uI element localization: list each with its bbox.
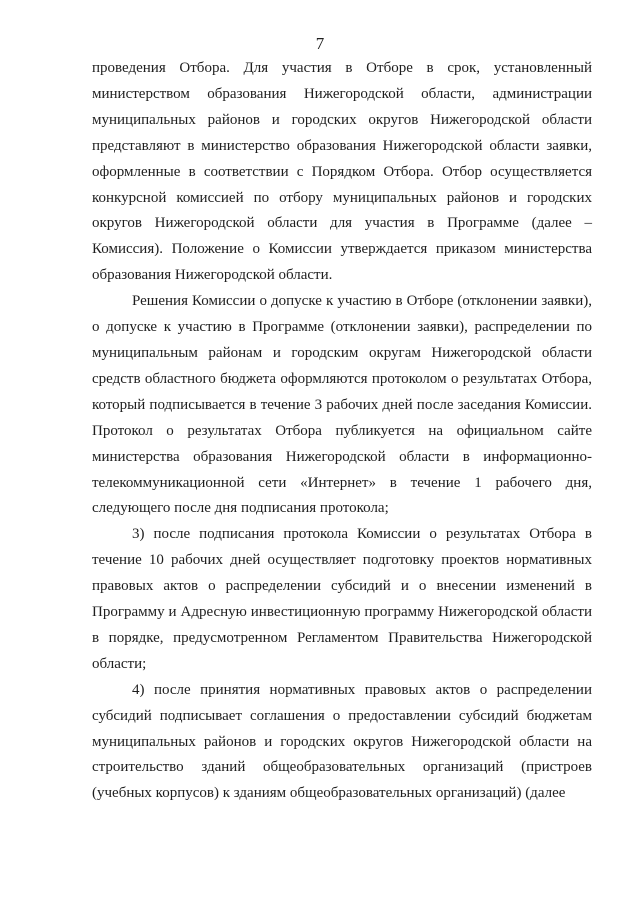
body-text (92, 56, 592, 807)
paragraph-item-4: 4) после принятия нормативных правовых актов о распределении субсидий подписывает соглашения о предоставлении субсидий бюджетам муниципальных районов и городских округов Нижегородской области на строительство зданий общеобразовательных организаций (пристроев (учебных корпусов) к зданиям общеобразовательных организаций) (далее (92, 681, 592, 802)
paragraph-continuation: проведения Отбора. Для участия в Отборе в срок, установленный министерством образования Нижегородской области, администрации муниципальных районов и городских округов Нижегородской области представляют в министерство образования Нижегородской области заявки, оформленные в соответствии с Порядком Отбора. Отбор осуществляется конкурсной комиссией по отбору муниципальных районов и городских округов Нижегородской области для участия в Программе (далее – Комиссия). Положение о Комиссии утверждается приказом министерства образования Нижегородской области. (92, 60, 592, 284)
page-number: 7 (315, 34, 325, 53)
paragraph-commission-decisions: Решения Комиссии о допуске к участию в Отборе (отклонении заявки), о допуске к участию в Программе (отклонении заявки), распределении по муниципальным районам и городским округам Нижегородской области средств областного бюджета оформляются протоколом о результатах Отбора, который подписывается в течение 3 рабочих дней после заседания Комиссии. Протокол о результатах Отбора публикуется на официальном сайте министерства образования Нижегородской области в информационно-телекоммуникационной сети «Интернет» в течение 1 рабочего дня, следующего после дня подписания протокола; (92, 293, 592, 517)
paragraph-item-3: 3) после подписания протокола Комиссии о результатах Отбора в течение 10 рабочих дней осуществляет подготовку проектов нормативных правовых актов о распределении субсидий и о внесении изменений в Программу и Адресную инвестиционную программу Нижегородской области в порядке, предусмотренном Регламентом Правительства Нижегородской области; (92, 526, 592, 672)
